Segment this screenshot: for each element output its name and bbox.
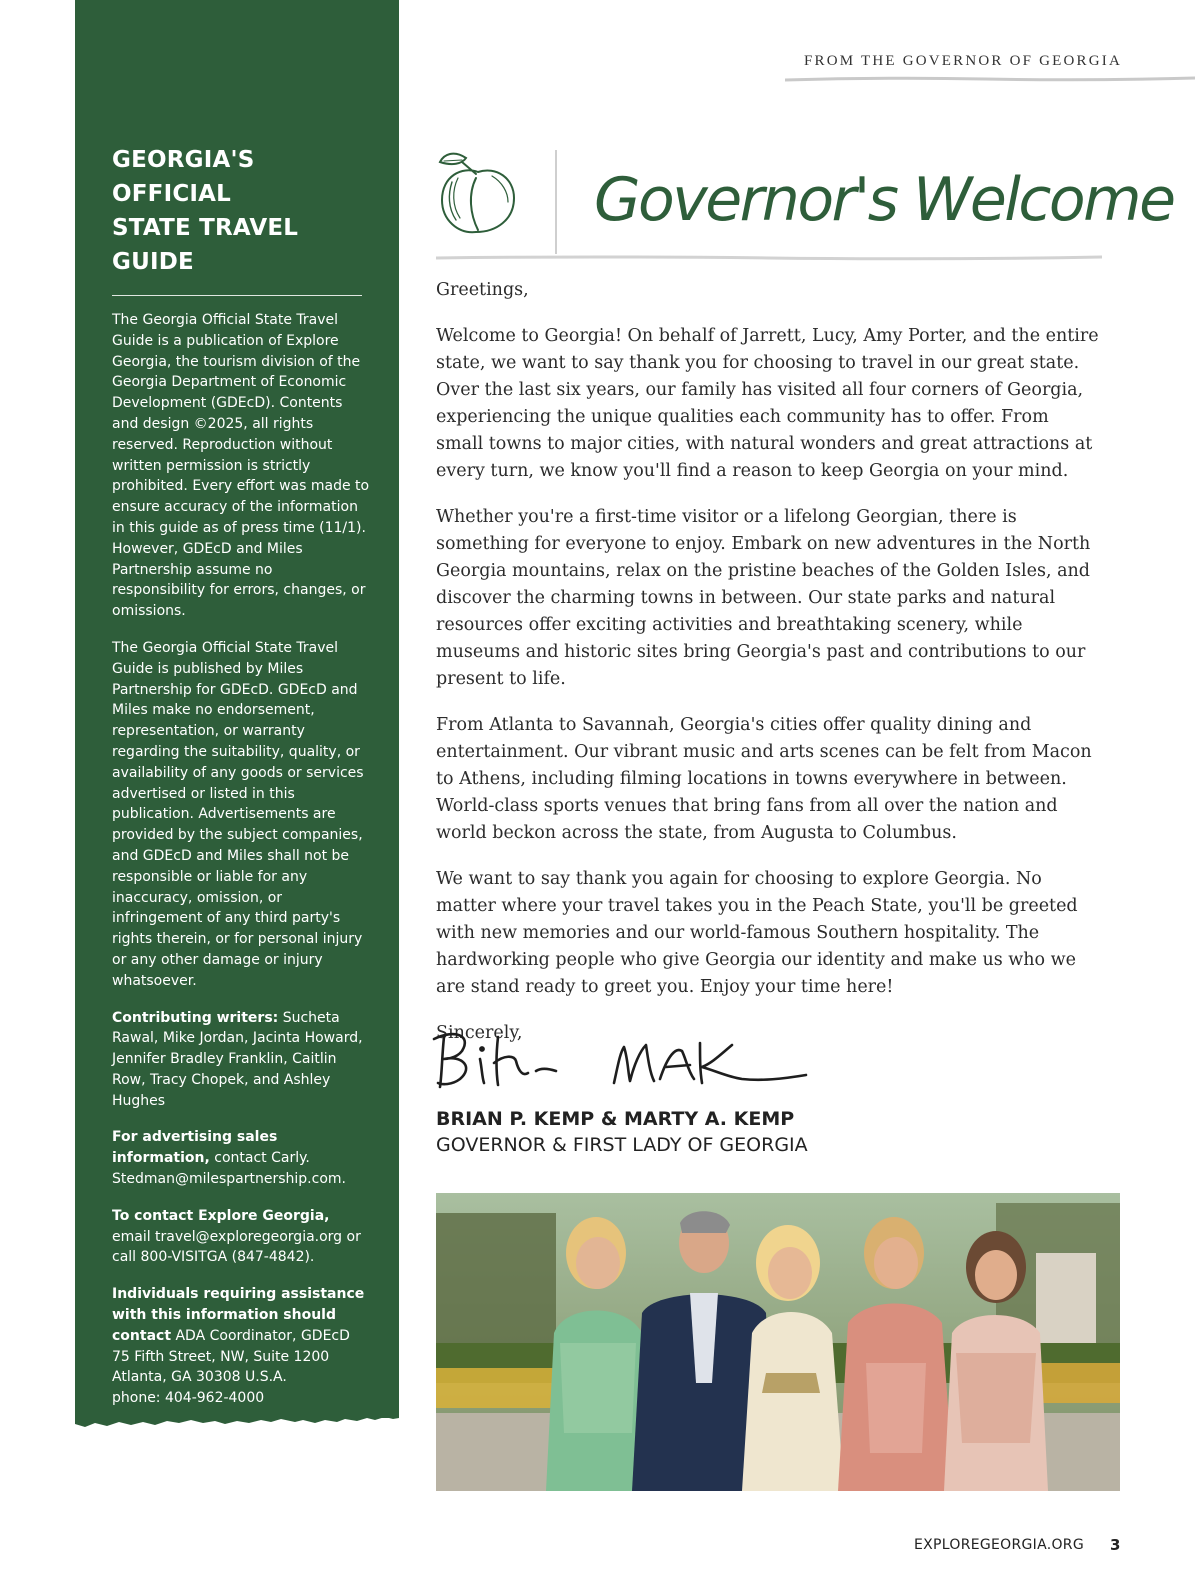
- letter-closing: Sincerely,: [436, 1023, 523, 1043]
- signer-title: GOVERNOR & FIRST LADY OF GEORGIA: [436, 1134, 808, 1156]
- sidebar-title-line1: GEORGIA'S OFFICIAL: [112, 147, 255, 207]
- sidebar-content: [112, 143, 370, 1446]
- title-rule: [436, 254, 1102, 262]
- ads-contact: contact Carly. Stedman@milespartnership.com.: [112, 1150, 346, 1188]
- contact-label: To contact Explore Georgia,: [112, 1207, 330, 1224]
- phone-number: phone: 404-962-4000: [112, 1390, 265, 1407]
- page-title: Governor's Welcome: [594, 165, 1174, 235]
- page-number: 3: [1110, 1536, 1121, 1554]
- signer-name: BRIAN P. KEMP & MARTY A. KEMP: [436, 1108, 795, 1130]
- family-photo: [436, 1193, 1120, 1491]
- ada-label: Individuals requiring assistance with this information should contact: [112, 1286, 365, 1344]
- sidebar-title: [112, 143, 370, 279]
- publication-notice: The Georgia Official State Travel Guide is a publication of Explore Georgia, the tourism division of the Georgia Department of Economic Development (GDEcD). Contents and design ©2025, all rights reserved. Reproduction without written permission is strictly prohibited. Every effort was made to ensure accuracy of the information in this guide as of press time (11/1). However, GDEcD and Miles Partnership assume no responsibility for errors, changes, or omissions.: [112, 312, 370, 620]
- torn-paper-edge: [75, 1410, 399, 1438]
- address-line1: 75 Fifth Street, NW, Suite 1200: [112, 1348, 330, 1365]
- ads-label: For advertising sales information,: [112, 1129, 278, 1167]
- running-head: FROM THE GOVERNOR OF GEORGIA: [803, 53, 1122, 69]
- contributing-writers: [112, 1008, 370, 1112]
- header-rule: [785, 74, 1195, 84]
- writers-label: Contributing writers:: [112, 1009, 279, 1026]
- peach-icon: [432, 148, 524, 240]
- letter-paragraph: We want to say thank you again for choosing to explore Georgia. No matter where your travel takes you in the Peach State, you'll be greeted with new memories and our world-famous Southern hospitality. The hardworking people who give Georgia our identity and make us who we are stand ready to greet you. Enjoy your time here!: [436, 869, 1078, 997]
- sidebar-panel: [75, 0, 399, 1418]
- advertising-info: [112, 1127, 370, 1189]
- ada-coordinator: ADA Coordinator, GDEcD: [171, 1327, 350, 1344]
- sidebar-divider: [112, 295, 362, 296]
- sidebar-title-line2: STATE TRAVEL GUIDE: [112, 215, 299, 275]
- letter-paragraph: From Atlanta to Savannah, Georgia's cities offer quality dining and entertainment. Our vibrant music and arts scenes can be felt from Macon to Athens, including filming locations in towns everywhere in between. World-class sports venues that bring fans from all over the nation and world beckon across the state, from Augusta to Columbus.: [436, 715, 1092, 843]
- letter-paragraph: Whether you're a first-time visitor or a lifelong Georgian, there is something for everyone to enjoy. Embark on new adventures in the North Georgia mountains, relax on the pristine beaches of the Golden Isles, and discover the charming towns in between. Our state parks and natural resources offer exciting activities and breathtaking scenery, while museums and historic sites bring Georgia's past and contributions to our present to life.: [436, 507, 1091, 689]
- ada-info: [112, 1284, 370, 1430]
- disclaimer-notice: The Georgia Official State Travel Guide is published by Miles Partnership for GDEcD. GDEcD and Miles make no endorsement, representation, or warranty regarding the suitability, quality, or availability of any goods or services advertised or listed in this publication. Advertisements are provided by the subject companies, and GDEcD and Miles shall not be responsible or liable for any inaccuracy, omission, or infringement of any third party's rights therein, or for personal injury or any other damage or injury whatsoever.: [112, 639, 364, 989]
- letter-greeting: Greetings,: [436, 280, 529, 300]
- footer-website: EXPLOREGEORGIA.ORG: [914, 1537, 1084, 1553]
- title-divider: [555, 150, 557, 254]
- letter-paragraph: Welcome to Georgia! On behalf of Jarrett, Lucy, Amy Porter, and the entire state, we want to say thank you for choosing to travel in our great state. Over the last six years, our family has visited all four corners of Georgia, experiencing the unique qualities each community has to offer. From small towns to major cities, with natural wonders and great attractions at every turn, we know you'll find a reason to keep Georgia on your mind.: [436, 326, 1099, 481]
- contact-details: email travel@exploregeorgia.org or call 800-VISITGA (847-4842).: [112, 1228, 361, 1266]
- handwritten-signature: [432, 1025, 812, 1095]
- writers-list: Sucheta Rawal, Mike Jordan, Jacinta Howard, Jennifer Bradley Franklin, Caitlin Row, Tracy Chopek, and Ashley Hughes: [112, 1009, 363, 1109]
- address-line2: Atlanta, GA 30308 U.S.A.: [112, 1369, 287, 1386]
- contact-info: [112, 1206, 370, 1268]
- welcome-letter: [436, 277, 1101, 1066]
